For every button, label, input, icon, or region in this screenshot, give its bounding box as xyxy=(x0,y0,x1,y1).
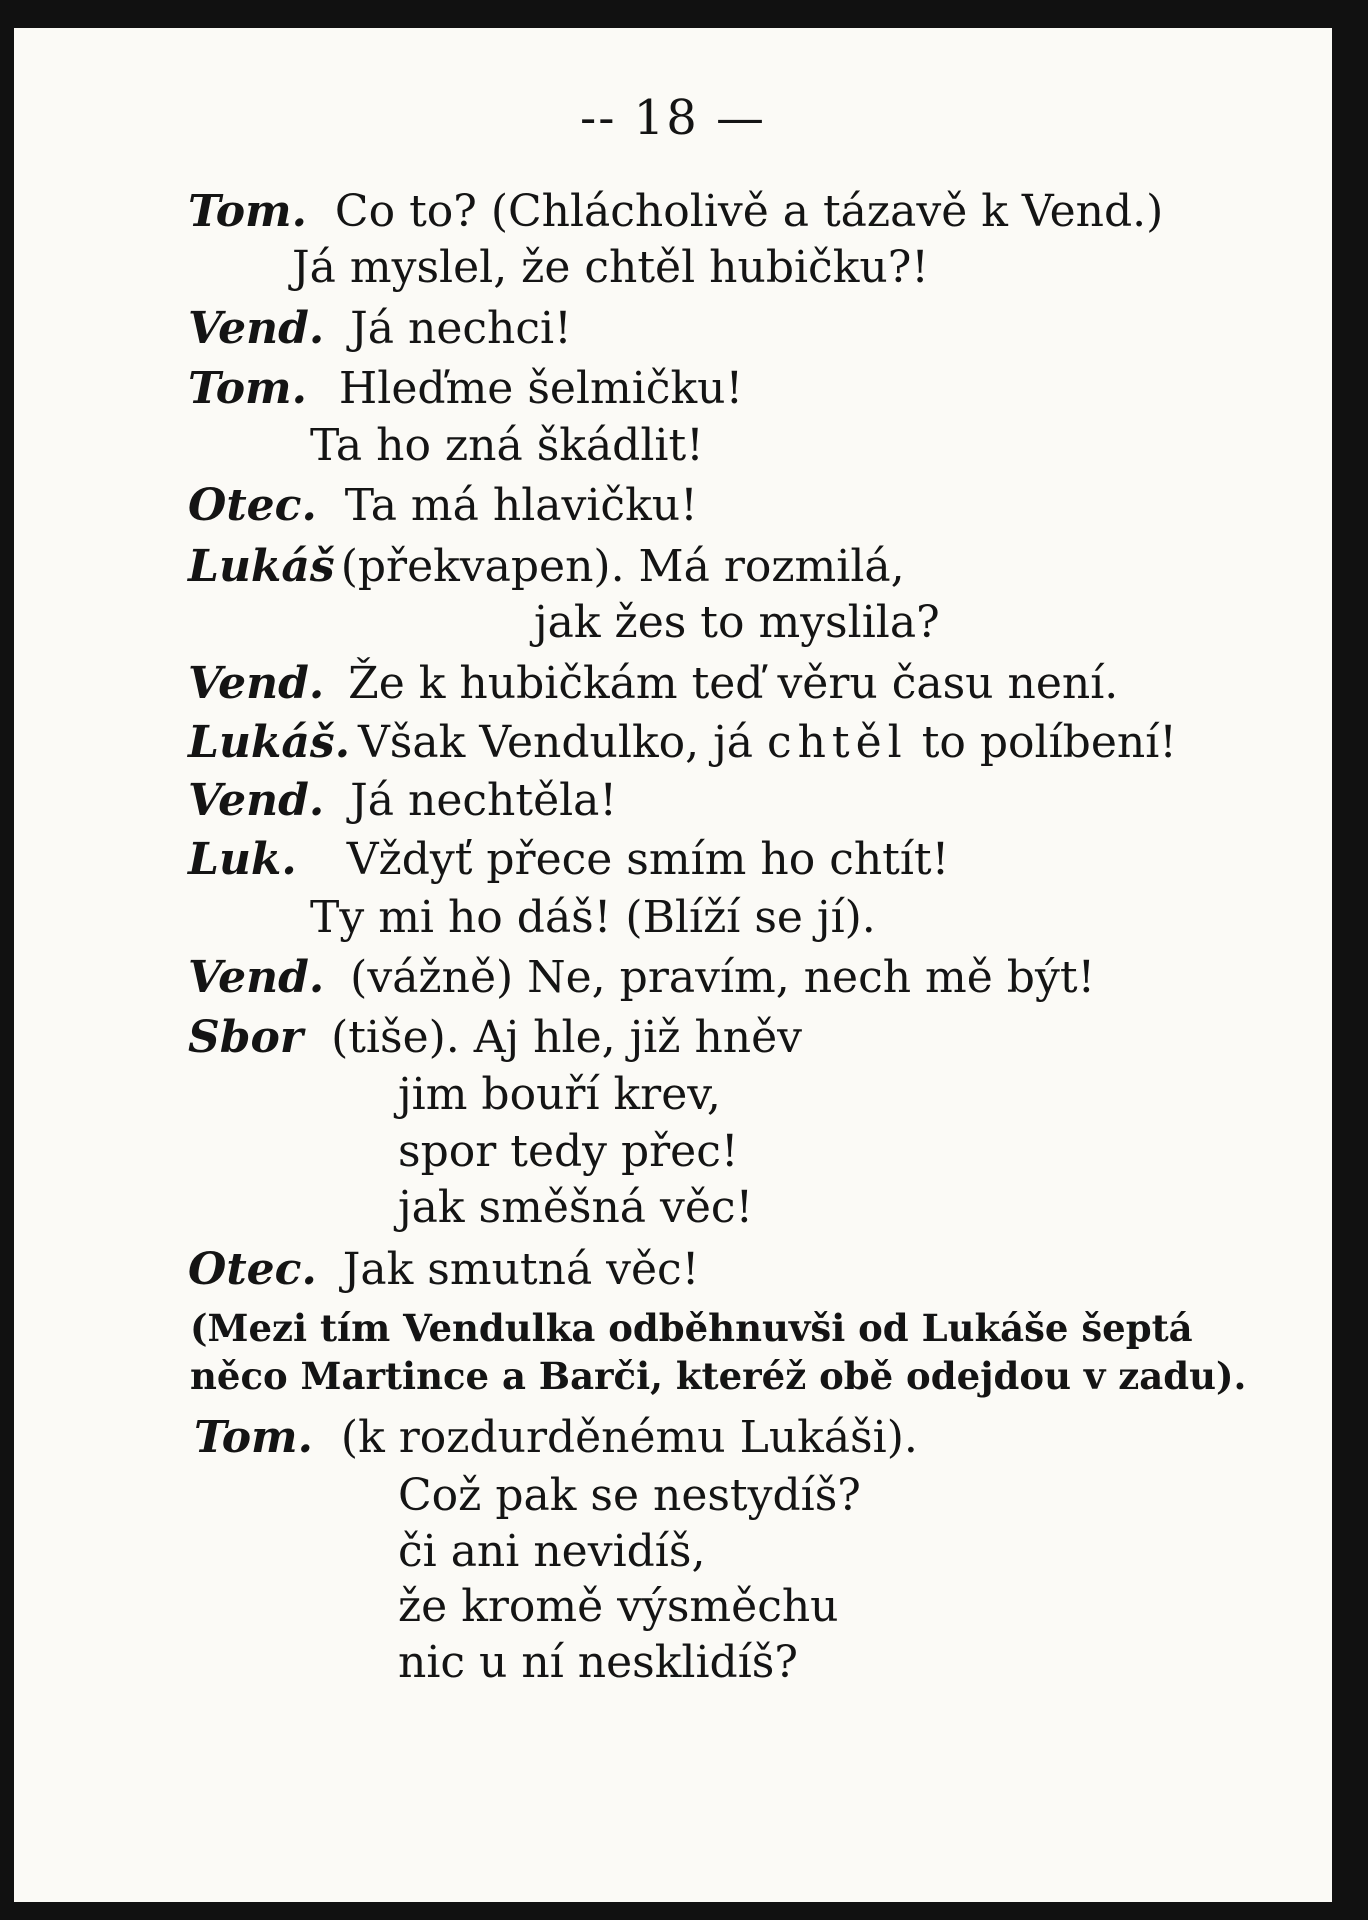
stage-direction-text: (Mezi tím Vendulka odběhnuvši od Lukáše šeptá xyxy=(190,1306,1193,1350)
line-text: jim bouří krev, xyxy=(398,1069,721,1120)
dialogue-line xyxy=(398,1470,861,1521)
dialogue-line xyxy=(188,303,572,354)
speaker-name: Luk. xyxy=(188,834,297,885)
dialogue-line xyxy=(398,1581,839,1632)
line-text: Však Vendulko, já xyxy=(358,717,767,768)
line-text: Jak smutná věc! xyxy=(342,1244,700,1295)
speaker-name: Vend. xyxy=(188,952,325,1003)
line-text: spor tedy přec! xyxy=(398,1126,739,1177)
dialogue-line xyxy=(194,1412,918,1463)
line-text: Já nechtěla! xyxy=(350,775,618,826)
dialogue-line xyxy=(188,186,1164,237)
emphasized-word: chtěl xyxy=(766,717,908,768)
dialogue-line xyxy=(398,1637,798,1688)
line-text: Ty mi ho dáš! (Blíží se jí). xyxy=(310,892,876,943)
line-text: jak směšná věc! xyxy=(398,1182,754,1233)
line-text: nic u ní nesklidíš? xyxy=(398,1637,798,1688)
stage-direction-text: něco Martince a Barči, kteréž obě odejdou v zadu). xyxy=(190,1354,1247,1398)
line-text: jak žes to myslila? xyxy=(534,597,940,648)
line-text: Ta ho zná škádlit! xyxy=(310,420,704,471)
line-text: Hleďme šelmičku! xyxy=(338,363,744,414)
dialogue-line xyxy=(188,1244,700,1295)
dialogue-line xyxy=(398,1069,721,1120)
dialogue-line xyxy=(188,952,1096,1003)
speaker-name: Vend. xyxy=(188,303,325,354)
speaker-name: Vend. xyxy=(188,775,325,826)
line-text: (tiše). Aj hle, již hněv xyxy=(331,1012,803,1063)
dialogue-line xyxy=(188,717,1177,768)
dialogue-line xyxy=(188,1012,803,1063)
stage-direction xyxy=(190,1306,1193,1350)
dialogue-line xyxy=(188,775,618,826)
speaker-name: Sbor xyxy=(188,1012,304,1063)
line-text: Vždyť přece smím ho chtít! xyxy=(346,834,950,885)
dialogue-line xyxy=(310,892,876,943)
line-text: (překvapen). Má rozmilá, xyxy=(340,541,905,592)
dialogue-line xyxy=(534,597,940,648)
line-text: (k rozdurděnému Lukáši). xyxy=(340,1412,918,1463)
line-text: či ani nevidíš, xyxy=(398,1526,706,1577)
dialogue-line xyxy=(188,541,905,592)
dialogue-line xyxy=(188,363,744,414)
dialogue-line xyxy=(398,1126,739,1177)
speaker-name: Otec. xyxy=(188,1244,317,1295)
dialogue-line xyxy=(188,480,698,531)
line-text: že kromě výsměchu xyxy=(398,1581,839,1632)
dialogue-line xyxy=(188,834,950,885)
speaker-name: Tom. xyxy=(188,186,307,237)
page-number: -- 18 — xyxy=(579,90,767,146)
dialogue-line xyxy=(292,242,929,293)
book-page xyxy=(14,28,1332,1902)
line-text: Co to? (Chlácholivě a tázavě k Vend.) xyxy=(334,186,1164,237)
speaker-name: Tom. xyxy=(194,1412,313,1463)
dialogue-line xyxy=(310,420,704,471)
line-text: to políbení! xyxy=(907,717,1177,768)
speaker-name: Lukáš xyxy=(188,541,335,592)
speaker-name: Otec. xyxy=(188,480,317,531)
line-text: Ta má hlavičku! xyxy=(344,480,698,531)
line-text: Já myslel, že chtěl hubičku?! xyxy=(292,242,929,293)
speaker-name: Tom. xyxy=(188,363,307,414)
speaker-name: Vend. xyxy=(188,658,325,709)
line-text: Což pak se nestydíš? xyxy=(398,1470,861,1521)
line-text: (vážně) Ne, pravím, nech mě být! xyxy=(350,952,1096,1003)
line-text: Že k hubičkám teď věru času není. xyxy=(348,658,1119,709)
dialogue-line xyxy=(398,1526,706,1577)
speaker-name: Lukáš. xyxy=(188,717,351,768)
dialogue-line xyxy=(398,1182,754,1233)
dialogue-line xyxy=(188,658,1119,709)
line-text: Já nechci! xyxy=(350,303,572,354)
stage-direction xyxy=(190,1354,1247,1398)
